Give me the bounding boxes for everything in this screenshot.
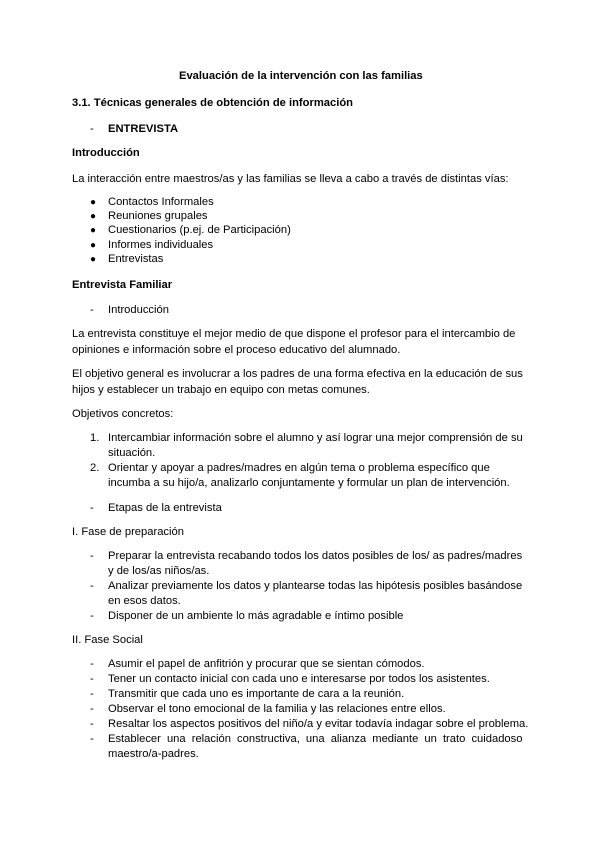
- dash-marker: -: [90, 580, 94, 592]
- familiar-intro: Introducción: [108, 304, 169, 316]
- entrevista-heading: ENTREVISTA: [108, 123, 179, 135]
- list-item: Cuestionarios (p.ej. de Participación): [108, 224, 291, 236]
- bullet-marker: ●: [90, 240, 97, 251]
- dash-marker: -: [90, 673, 94, 685]
- paragraph-line: El objetivo general es involucrar a los padres de una forma efectiva en la educación de sus: [72, 368, 523, 380]
- dash-marker: -: [90, 304, 94, 316]
- list-number: 2.: [90, 462, 100, 474]
- list-item: Tener un contacto inicial con cada uno e interesarse por todos los asistentes.: [108, 673, 490, 685]
- paragraph-line: hijos y establecer un trabajo en equipo con metas comunes.: [72, 384, 370, 396]
- list-number: 1.: [90, 432, 100, 444]
- list-item: y de los/as niños/as.: [108, 565, 210, 577]
- bullet-marker: ●: [90, 211, 97, 222]
- list-item: incumba a su hijo/a, analizarlo conjuntamente y formular un plan de intervención.: [108, 477, 510, 489]
- document-title: Evaluación de la intervención con las familias: [179, 70, 423, 82]
- dash-marker: -: [90, 502, 94, 514]
- intro-text: La interacción entre maestros/as y las familias se lleva a cabo a través de distintas vías:: [72, 173, 509, 185]
- list-item: Entrevistas: [108, 253, 164, 265]
- dash-marker: -: [90, 718, 94, 730]
- list-item: en esos datos.: [108, 595, 181, 607]
- familiar-heading: Entrevista Familiar: [72, 279, 173, 291]
- etapas-label: Etapas de la entrevista: [108, 502, 222, 514]
- dash-marker: -: [90, 658, 94, 670]
- fase1-heading: I. Fase de preparación: [72, 526, 184, 538]
- list-item: Observar el tono emocional de la familia y las relaciones entre ellos.: [108, 703, 446, 715]
- list-item: Intercambiar información sobre el alumno y así lograr una mejor comprensión de su: [108, 432, 523, 444]
- list-item: Disponer de un ambiente lo más agradable e íntimo posible: [108, 610, 404, 622]
- objetivos-label: Objetivos concretos:: [72, 408, 174, 420]
- list-item: situación.: [108, 447, 156, 459]
- paragraph-line: La entrevista constituye el mejor medio de que dispone el profesor para el intercambio de: [72, 328, 516, 340]
- bullet-marker: ●: [90, 254, 97, 265]
- intro-heading: Introducción: [72, 147, 140, 159]
- list-item: Asumir el papel de anfitrión y procurar que se sientan cómodos.: [108, 658, 425, 670]
- list-item: Transmitir que cada uno es importante de cara a la reunión.: [108, 688, 405, 700]
- list-item: Preparar la entrevista recabando todos los datos posibles de los/ as padres/madres: [108, 550, 523, 562]
- dash-marker: -: [90, 703, 94, 715]
- list-item: Analizar previamente los datos y plantearse todas las hipótesis posibles basándose: [108, 580, 523, 592]
- dash-marker: -: [90, 733, 94, 745]
- section-heading: 3.1. Técnicas generales de obtención de información: [72, 97, 354, 109]
- dash-marker: -: [90, 688, 94, 700]
- list-item: Establecer una relación constructiva, una alianza mediante un trato cuidadoso: [108, 733, 523, 745]
- list-item: Informes individuales: [108, 239, 214, 251]
- fase2-heading: II. Fase Social: [72, 634, 143, 646]
- list-item: Resaltar los aspectos positivos del niño/a y evitar todavía indagar sobre el problema.: [108, 718, 529, 730]
- list-item: Orientar y apoyar a padres/madres en algún tema o problema específico que: [108, 462, 490, 474]
- bullet-marker: ●: [90, 197, 97, 208]
- dash-marker: -: [90, 610, 94, 622]
- dash-marker: -: [90, 123, 94, 135]
- list-item: Reuniones grupales: [108, 210, 208, 222]
- paragraph-line: opiniones e información sobre el proceso educativo del alumnado.: [72, 344, 401, 356]
- list-item: Contactos Informales: [108, 196, 214, 208]
- list-item: maestro/a-padres.: [108, 748, 199, 760]
- dash-marker: -: [90, 550, 94, 562]
- bullet-marker: ●: [90, 225, 97, 236]
